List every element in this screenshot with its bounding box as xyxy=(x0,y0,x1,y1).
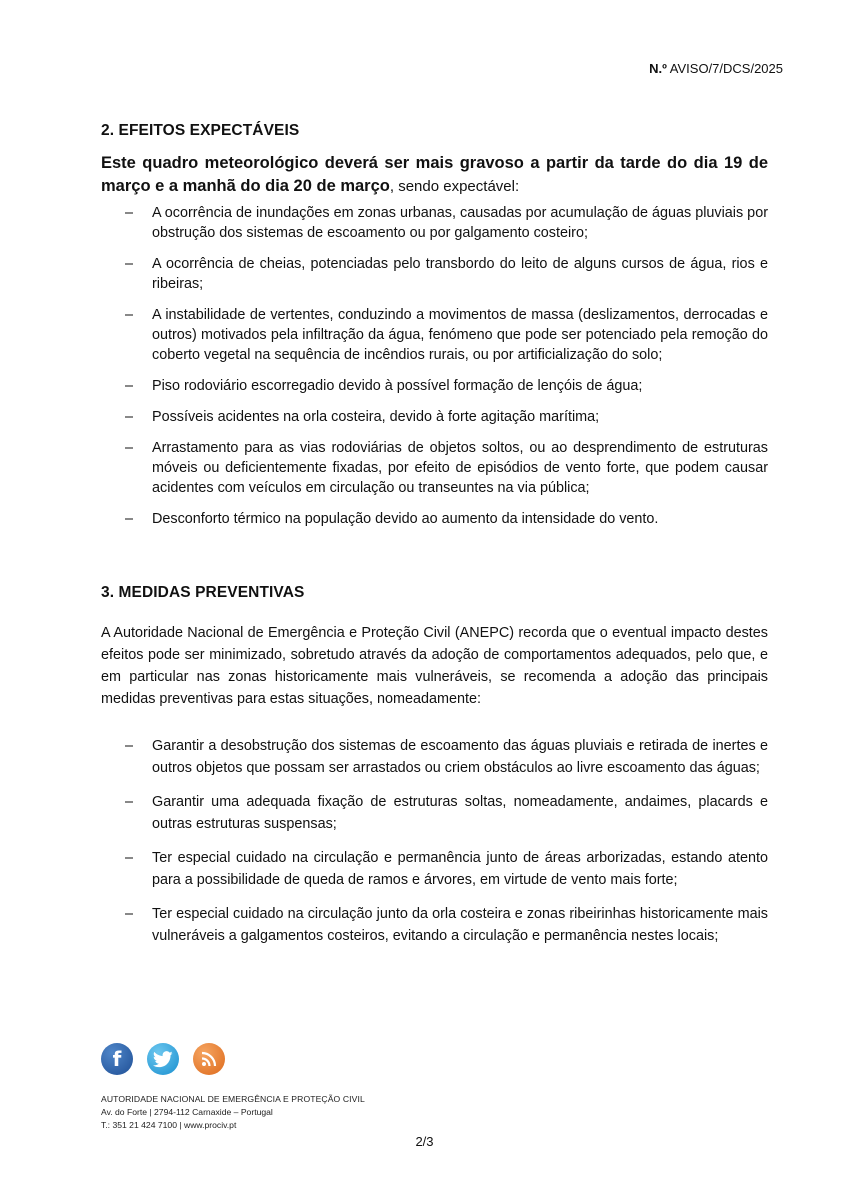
list-item-text: Ter especial cuidado na circulação e permanência junto de áreas arborizadas, estando atento para a possibilidade de queda de ramos e árvores, em virtude de vento mais forte; xyxy=(152,850,768,888)
facebook-icon[interactable] xyxy=(101,1043,133,1075)
section-2-intro-rest: , sendo expectável: xyxy=(389,178,520,195)
preventive-measures-list xyxy=(101,735,768,959)
footer-address: Av. do Forte | 2794-112 Carnaxide – Portugal xyxy=(101,1107,273,1117)
list-item-text: A instabilidade de vertentes, conduzindo a movimentos de massa (deslizamentos, derrocadas e outros) motivados pela infiltração da água, fenómeno que pode ser potenciado pela remoção do coberto vegetal na sequência de incêndios rurais, ou por artificialização do solo; xyxy=(152,307,768,363)
rss-icon[interactable] xyxy=(193,1043,225,1075)
list-item-text: A ocorrência de inundações em zonas urbanas, causadas por acumulação de águas pluviais por obstrução dos sistemas de escoamento ou por galgamento costeiro; xyxy=(152,205,768,241)
footer-organization: AUTORIDADE NACIONAL DE EMERGÊNCIA E PROTEÇÃO CIVIL xyxy=(101,1094,365,1104)
list-item-text: Ter especial cuidado na circulação junto da orla costeira e zonas ribeirinhas historicamente mais vulneráveis a galgamentos costeiros, evitando a circulação e permanência nestes locais; xyxy=(152,906,768,944)
list-item xyxy=(101,903,768,947)
dash-bullet: – xyxy=(125,307,134,323)
list-item xyxy=(101,438,768,498)
facebook-glyph: f xyxy=(112,1047,122,1071)
effects-list xyxy=(101,203,768,540)
dash-bullet: – xyxy=(125,256,134,272)
dash-bullet: – xyxy=(125,378,134,394)
dash-bullet: – xyxy=(125,409,134,425)
list-item-text: Desconforto térmico na população devido ao aumento da intensidade do vento. xyxy=(152,511,659,527)
reference-label: N.º xyxy=(649,61,667,76)
list-item-text: Garantir uma adequada fixação de estruturas soltas, nomeadamente, andaimes, placards e outras estruturas suspensas; xyxy=(152,794,768,832)
list-item xyxy=(101,254,768,294)
list-item-text: A ocorrência de cheias, potenciadas pelo transbordo do leito de alguns cursos de água, rios e ribeiras; xyxy=(152,256,768,292)
rss-glyph xyxy=(201,1051,217,1067)
section-3-title: 3. MEDIDAS PREVENTIVAS xyxy=(101,584,305,601)
list-item-text: Arrastamento para as vias rodoviárias de objetos soltos, ou ao desprendimento de estruturas móveis ou deficientemente fixadas, por efeito de episódios de vento forte, que podem causar acidentes com veículos em circulação ou transeuntes na via pública; xyxy=(152,440,768,496)
list-item xyxy=(101,847,768,891)
page-number: 2/3 xyxy=(415,1134,434,1149)
footer xyxy=(101,1093,365,1132)
section-2-intro xyxy=(101,152,768,198)
dash-bullet: – xyxy=(125,850,134,866)
list-item xyxy=(101,735,768,779)
list-item-text: Piso rodoviário escorregadio devido à possível formação de lençóis de água; xyxy=(152,378,643,394)
dash-bullet: – xyxy=(125,794,134,810)
section-2-intro-bold: Este quadro meteorológico deverá ser mais gravoso a partir da tarde do dia 19 de março e a manhã do dia 20 de março xyxy=(101,154,768,195)
document-reference xyxy=(649,61,783,76)
twitter-icon[interactable] xyxy=(147,1043,179,1075)
section-2-title: 2. EFEITOS EXPECTÁVEIS xyxy=(101,122,300,139)
reference-code: AVISO/7/DCS/2025 xyxy=(669,61,783,76)
dash-bullet: – xyxy=(125,906,134,922)
list-item xyxy=(101,407,768,427)
list-item xyxy=(101,509,768,529)
list-item xyxy=(101,376,768,396)
twitter-bird-glyph xyxy=(153,1051,173,1068)
footer-contact: T.: 351 21 424 7100 | www.prociv.pt xyxy=(101,1120,237,1130)
dash-bullet: – xyxy=(125,511,134,527)
list-item-text: Possíveis acidentes na orla costeira, devido à forte agitação marítima; xyxy=(152,409,600,425)
list-item xyxy=(101,203,768,243)
social-links xyxy=(101,1043,225,1075)
list-item-text: Garantir a desobstrução dos sistemas de escoamento das águas pluviais e retirada de inertes e outros objetos que possam ser arrastados ou criem obstáculos ao livre escoamento das águas; xyxy=(152,738,768,776)
dash-bullet: – xyxy=(125,205,134,221)
dash-bullet: – xyxy=(125,440,134,456)
list-item xyxy=(101,305,768,365)
dash-bullet: – xyxy=(125,738,134,754)
section-3-paragraph: A Autoridade Nacional de Emergência e Proteção Civil (ANEPC) recorda que o eventual impacto destes efeitos pode ser minimizado, sobretudo através da adoção de comportamentos adequados, pelo que, e em particular nas zonas historicamente mais vulneráveis, se recomenda a adoção das principais medidas preventivas para estas situações, nomeadamente: xyxy=(101,625,768,707)
list-item xyxy=(101,791,768,835)
